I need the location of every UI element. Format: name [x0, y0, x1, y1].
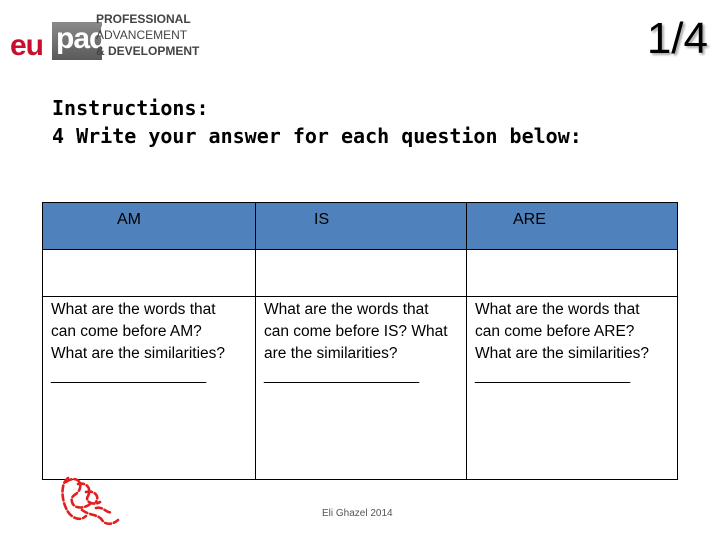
answer-cell-am[interactable] [43, 250, 256, 297]
logo-line-2: ADVANCEMENT [96, 28, 188, 42]
scribble-mark-icon [56, 470, 136, 530]
question-are: What are the words that can come before ARE? What are the similarities? __________________ [475, 301, 650, 384]
answer-row [43, 250, 678, 297]
instructions-text: 4 Write your answer for each question below: [52, 124, 582, 148]
logo-tagline [96, 11, 199, 59]
question-cell-are [467, 297, 678, 480]
logo-eu-text: eu [10, 29, 44, 62]
header-row [43, 203, 678, 250]
instructions [52, 94, 582, 150]
answer-cell-is[interactable] [256, 250, 467, 297]
logo-line-1: PROFESSIONAL [96, 12, 191, 26]
eupad-logo [10, 10, 210, 60]
logo-pad-text: pad [56, 22, 107, 55]
answer-cell-are[interactable] [467, 250, 678, 297]
footer-credit: Eli Ghazel 2014 [322, 508, 393, 519]
question-cell-is [256, 297, 467, 480]
header-is: IS [256, 203, 467, 250]
answer-table [42, 202, 678, 480]
logo-line-3: & DEVELOPMENT [96, 44, 200, 58]
question-cell-am [43, 297, 256, 480]
logo-pad-box [52, 22, 107, 60]
question-am: What are the words that can come before AM? What are the similarities? __________________ [51, 301, 226, 384]
question-is: What are the words that can come before IS? What are the similarities? __________________ [264, 301, 448, 384]
page-number: 1/4 [646, 14, 708, 63]
question-row [43, 297, 678, 480]
header-am: AM [43, 203, 256, 250]
header-are: ARE [467, 203, 678, 250]
instructions-title: Instructions: [52, 96, 209, 120]
